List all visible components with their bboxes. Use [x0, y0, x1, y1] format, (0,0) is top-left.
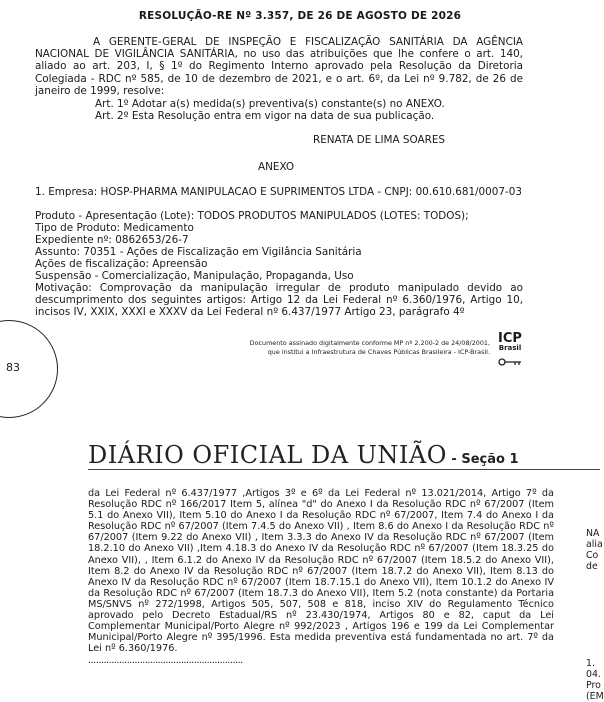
right-column-line-8: (EM: [586, 691, 604, 702]
icp-logo-subtext: Brasil: [498, 344, 522, 352]
right-column-line-7: Pro: [586, 680, 601, 691]
annex-suspension: Suspensão - Comercialização, Manipulação, Propaganda, Uso: [35, 270, 354, 282]
signatory-name: RENATA DE LIMA SOARES: [313, 134, 445, 146]
annex-title: ANEXO: [258, 161, 295, 173]
article-1: Art. 1º Adotar a(s) medida(s) preventiva(s) constante(s) no ANEXO.: [95, 98, 445, 110]
journal-section: - Seção 1: [446, 452, 519, 467]
continuation-column: [88, 488, 554, 667]
annex-product: Produto - Apresentação (Lote): TODOS PRODUTOS MANIPULADOS (LOTES: TODOS);: [35, 210, 469, 222]
right-column-line-1: NA: [586, 528, 600, 539]
annex-company: 1. Empresa: HOSP-PHARMA MANIPULACAO E SUPRIMENTOS LTDA - CNPJ: 00.610.681/0007-03: [35, 186, 522, 198]
annex-dossier: Expediente nº: 0862653/26-7: [35, 234, 189, 246]
journal-title: DIÁRIO OFICIAL DA UNIÃO: [88, 441, 447, 469]
right-column-line-2: alia: [586, 539, 603, 550]
journal-header: [88, 441, 519, 469]
resolution-title: RESOLUÇÃO-RE Nº 3.357, DE 26 DE AGOSTO DE 2026: [138, 10, 462, 22]
cert-line-1: Documento assinado digitalmente conforme MP nº 2.200-2 de 24/08/2001,: [249, 339, 490, 347]
annex-actions: Ações de fiscalização: Apreensão: [35, 258, 208, 270]
right-column-line-3: Co: [586, 550, 599, 561]
cert-line-2: que institui a Infraestrutura de Chaves Públicas Brasileira - ICP-Brasil.: [267, 348, 490, 356]
annex-product-type: Tipo de Produto: Medicamento: [35, 222, 194, 234]
annex-motivation: Motivação: Comprovação da manipulação irregular de produto manipulado devido ao descumprimento dos seguintes artigos: Artigo 12 da Lei Federal nº 6.360/1976, Artigo 10, incisos IV, XXIX, XXXI e XXXV da Lei Federal nº 6.437/1977 Artigo 23, parágrafo 4º: [35, 282, 523, 319]
article-2: Art. 2º Esta Resolução entra em vigor na data de sua publicação.: [95, 110, 435, 122]
right-column-line-4: de: [586, 561, 598, 572]
digital-signature-note: [170, 339, 490, 357]
key-icon: [497, 357, 523, 367]
dotted-separator: ............................................................: [88, 655, 243, 667]
continuation-text: da Lei Federal nº 6.437/1977 ,Artigos 3º e 6º da Lei Federal nº 13.021/2014, Artigo 7º da Resolução RDC nº 166/2017 Item 5, alínea "d" do Anexo I da Resolução RDC nº 67/2007 (Item 5.1 do Anexo VII), Item 5.10 do Anexo I da Resolução RDC nº 67/2007, Item 7.4 do Anexo I da Resolução RDC nº 67/2007 (Item 7.4.5 do Anexo VII) , Item 8.6 do Anexo I da Resolução RDC nº 67/2007 (Item 9.22 do Anexo VII) , Item 3.3.3 do Anexo IV da Resolução RDC nº 67/2007 (Item 18.2.10 do Anexo VII) ,Item 4.18.3 do Anexo IV da Resolução RDC nº 67/2007 (Item 18.3.25 do Anexo VII), , Item 6.1.2 do Anexo IV da Resolução RDC nº 67/2007 (Item 18.5.2 do Anexo VII), Item 8.2 do Anexo IV da Resolução RDC nº 67/2007 (Item 18.7.2 do Anexo VII), Item 8.13 do Anexo IV da Resolução RDC nº 67/2007 (Item 18.7.15.1 do Anexo VII), Item 10.1.2 do Anexo IV da Resolução RDC nº 67/2007 (Item 18.7.3 do Anexo VII), Item 5.2 (nota constante) da Portaria MS/SNVS nº 272/1998, Artigos 505, 507, 508 e 818, inciso XIV do Regulamento Técnico aprovado pelo Decreto Estadual/RS nº 23.430/1974, Artigos 80 e 82, caput da Lei Complementar Municipal/Porto Alegre nº 992/2023 , Artigos 196 e 199 da Lei Complementar Municipal/Porto Alegre nº 395/1996. Esta medida preventiva está fundamentada no art. 7º da Lei nº 6.360/1976.: [88, 488, 554, 655]
annex-subject: Assunto: 70351 - Ações de Fiscalização em Vigilância Sanitária: [35, 246, 362, 258]
icp-logo-text: ICP: [498, 331, 522, 346]
icp-brasil-logo: [496, 333, 524, 371]
right-column-line-6: 04.: [586, 669, 601, 680]
header-rule: [88, 469, 600, 470]
preamble-paragraph: A GERENTE-GERAL DE INSPEÇÃO E FISCALIZAÇÃO SANITÁRIA DA AGÊNCIA NACIONAL DE VIGILÂNCIA SANITÁRIA, no uso das atribuições que lhe confere o art. 140, aliado ao art. 203, I, § 1º do Regimento Interno aprovado pela Resolução da Diretoria Colegiada - RDC nº 585, de 10 de dezembro de 2021, e o art. 6º, da Lei nº 9.782, de 26 de janeiro de 1999, resolve:: [35, 36, 523, 97]
page-number: 83: [6, 361, 20, 374]
right-column-line-5: 1.: [586, 658, 595, 669]
